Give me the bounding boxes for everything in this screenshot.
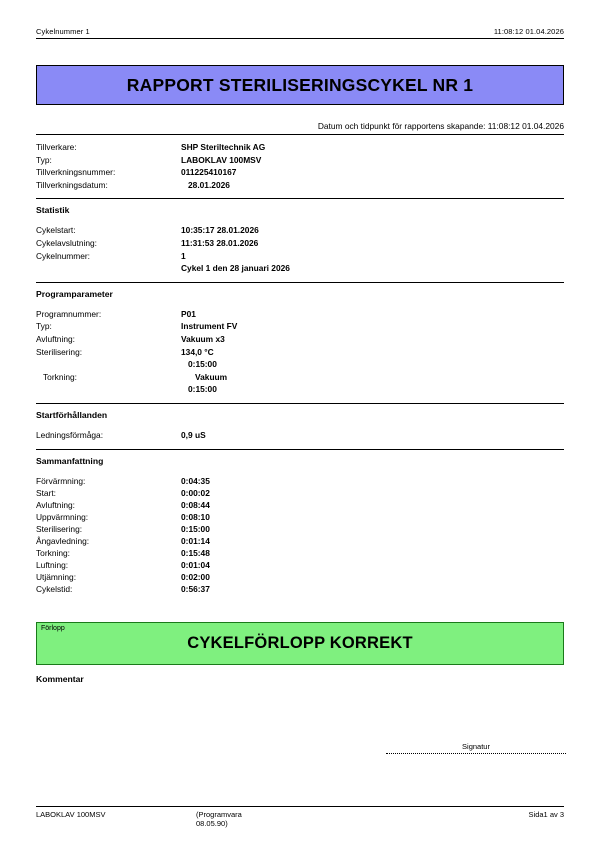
start-conditions-block	[36, 404, 564, 450]
row-value: Vakuum	[195, 371, 228, 382]
table-row	[36, 179, 564, 192]
table-row	[36, 320, 564, 333]
device-info-block	[36, 135, 564, 199]
section-heading-statistik: Statistik	[36, 205, 70, 216]
document-footer	[36, 806, 564, 828]
row-label: Cykelavslutning:	[36, 237, 97, 248]
section-heading-kommentar: Kommentar	[36, 673, 84, 684]
row-value: 0:08:44	[181, 499, 210, 510]
table-row	[36, 583, 564, 595]
row-value: 134,0 °C	[181, 346, 214, 357]
row-label	[36, 358, 181, 371]
row-label: Cykelnummer:	[36, 250, 90, 261]
table-row	[36, 358, 564, 371]
row-label: Sterilisering:	[36, 523, 83, 534]
table-row	[36, 499, 564, 511]
signature-line	[386, 752, 566, 754]
table-row	[36, 166, 564, 179]
row-label: Torkning:	[43, 371, 77, 382]
row-label	[36, 262, 181, 275]
row-label: Tillverkare:	[36, 142, 77, 152]
row-value: 0:02:00	[181, 571, 210, 582]
row-value: SHP Steriltechnik AG	[181, 142, 266, 152]
row-value: 10:35:17 28.01.2026	[181, 225, 259, 236]
row-value: 0:56:37	[181, 583, 210, 594]
row-label: Torkning:	[36, 547, 70, 558]
footer-software-version	[196, 810, 474, 828]
row-value: 0:08:10	[181, 511, 210, 522]
row-value: 28.01.2026	[188, 179, 230, 190]
row-value: 11:31:53 28.01.2026	[181, 237, 259, 248]
table-row	[36, 371, 564, 384]
row-label: Avluftning:	[36, 333, 75, 344]
row-value: LABOKLAV 100MSV	[181, 154, 262, 165]
row-value: 0:00:02	[181, 487, 210, 498]
signature-label: Signatur	[462, 742, 490, 751]
row-label: Avluftning:	[36, 499, 75, 510]
footer-software-line2: 08.05.90)	[196, 819, 228, 828]
row-label: Ångavledning:	[36, 535, 90, 546]
table-row	[36, 547, 564, 559]
table-row	[36, 571, 564, 583]
row-value: Cykel 1 den 28 januari 2026	[181, 263, 290, 274]
table-row	[36, 346, 564, 359]
table-row	[36, 487, 564, 499]
row-value: 0:04:35	[181, 475, 210, 486]
row-label: Utjämning:	[36, 571, 77, 582]
summary-block	[36, 450, 564, 602]
header-timestamp: 11:08:12 01.04.2026	[493, 27, 564, 36]
row-label: Förvärmning:	[36, 475, 86, 486]
row-label: Tillverkningsnummer:	[36, 167, 116, 178]
statistics-block	[36, 199, 564, 282]
row-label: Programnummer:	[36, 308, 102, 319]
row-value: 0:15:00	[181, 523, 210, 534]
table-row	[36, 559, 564, 571]
table-row	[36, 523, 564, 535]
table-row	[36, 535, 564, 547]
table-row	[36, 511, 564, 523]
table-row	[36, 224, 564, 237]
report-title-banner	[36, 65, 564, 105]
cycle-status-banner	[36, 622, 564, 665]
footer-device-name: LABOKLAV 100MSV	[36, 810, 106, 819]
document-header	[36, 0, 564, 39]
table-row	[36, 383, 564, 396]
table-row	[36, 154, 564, 167]
section-heading-startforhallanden: Startförhållanden	[36, 409, 108, 420]
row-value: 0:01:14	[181, 535, 210, 546]
row-value: 1	[181, 250, 186, 261]
signature-area	[386, 742, 566, 754]
row-label: Start:	[36, 487, 57, 498]
status-banner-corner-label: Förlopp	[41, 624, 65, 632]
row-value: P01	[181, 308, 196, 319]
row-value: Vakuum x3	[181, 333, 225, 344]
row-label: Cykelstart:	[36, 225, 76, 236]
row-label	[36, 383, 181, 396]
row-label: Tillverkningsdatum:	[36, 179, 108, 190]
row-label: Typ:	[36, 154, 52, 165]
table-row	[36, 237, 564, 250]
report-created-line	[36, 121, 564, 135]
table-row	[36, 141, 564, 154]
table-row	[36, 250, 564, 263]
row-label: Cykelstid:	[36, 583, 73, 594]
row-label: Typ:	[36, 321, 52, 332]
row-value: 0:01:04	[181, 559, 210, 570]
row-label: Sterilisering:	[36, 346, 83, 357]
row-value: 0:15:48	[181, 547, 210, 558]
row-label: Ledningsförmåga:	[36, 429, 104, 440]
report-created-text: Datum och tidpunkt för rapportens skapande: 11:08:12 01.04.2026	[317, 121, 564, 131]
row-label: Uppvärmning:	[36, 511, 89, 522]
table-row	[36, 333, 564, 346]
row-label: Luftning:	[36, 559, 69, 570]
row-value: 0,9 uS	[181, 429, 206, 440]
table-row	[36, 475, 564, 487]
footer-page-number: Sida1 av 3	[528, 810, 564, 819]
row-value: Instrument FV	[181, 321, 238, 332]
table-row	[36, 308, 564, 321]
footer-software-line1: (Programvara	[196, 810, 242, 819]
page-title: RAPPORT STERILISERINGSCYKEL NR 1	[126, 74, 474, 95]
program-parameters-block	[36, 283, 564, 404]
row-value: 0:15:00	[188, 359, 217, 370]
section-heading-sammanfattning: Sammanfattning	[36, 455, 104, 466]
table-row	[36, 429, 564, 442]
table-row	[36, 262, 564, 275]
status-badge: CYKELFÖRLOPP KORREKT	[187, 633, 413, 652]
row-value: 011225410167	[181, 167, 237, 178]
header-cycle-number: Cykelnummer 1	[36, 27, 90, 36]
row-value: 0:15:00	[188, 384, 217, 395]
section-heading-programparameter: Programparameter	[36, 288, 113, 299]
